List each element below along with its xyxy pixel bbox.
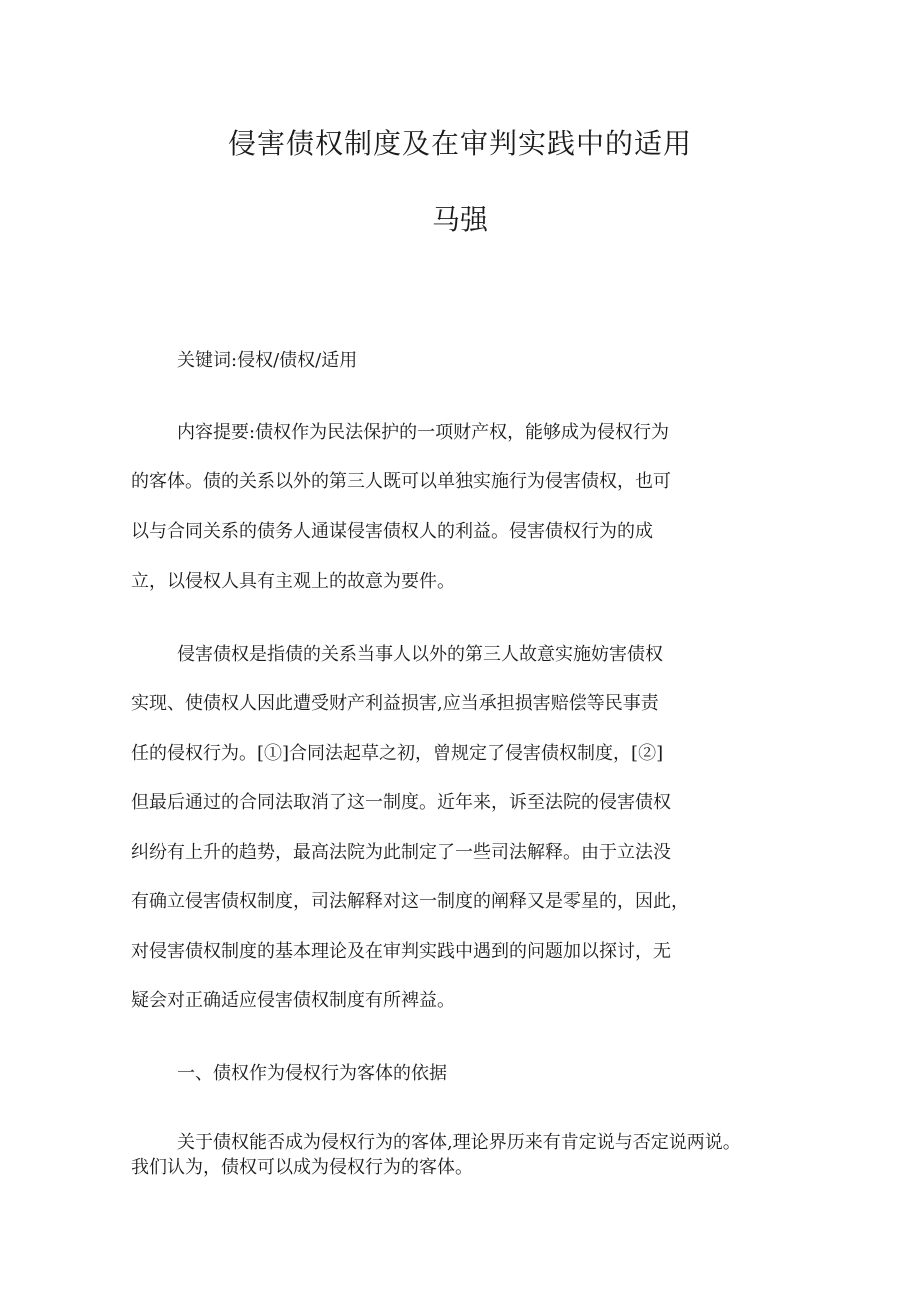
- abstract-line: 内容提要:债权作为民法保护的一项财产权，能够成为侵权行为: [177, 422, 670, 443]
- document-title: 侵害债权制度及在审判实践中的适用: [227, 127, 692, 160]
- abstract-line: 立，以侵权人具有主观上的故意为要件。: [131, 571, 455, 592]
- intro-line: 但最后通过的合同法取消了这一制度。近年来，诉至法院的侵害债权: [131, 792, 671, 813]
- intro-line: 有确立侵害债权制度，司法解释对这一制度的阐释又是零星的，因此，: [131, 891, 689, 912]
- section-heading: 一、债权作为侵权行为客体的依据: [177, 1063, 447, 1084]
- intro-line: 对侵害债权制度的基本理论及在审判实践中遇到的问题加以探讨，无: [131, 941, 671, 962]
- intro-line: 实现、使债权人因此遭受财产利益损害,应当承担损害赔偿等民事责: [131, 693, 659, 714]
- intro-line: 纠纷有上升的趋势，最高法院为此制定了一些司法解释。由于立法没: [131, 842, 671, 863]
- keywords-line: 关键词:侵权/债权/适用: [177, 350, 358, 371]
- abstract-line: 以与合同关系的债务人通谋侵害债权人的利益。侵害债权行为的成: [131, 521, 653, 542]
- section-line: 我们认为，债权可以成为侵权行为的客体。: [131, 1157, 473, 1178]
- intro-line: 侵害债权是指债的关系当事人以外的第三人故意实施妨害债权: [177, 644, 663, 665]
- document-author: 马强: [431, 203, 488, 236]
- intro-line: 疑会对正确适应侵害债权制度有所裨益。: [131, 990, 455, 1011]
- intro-line: 任的侵权行为。[①]合同法起草之初，曾规定了侵害债权制度，[②]: [131, 743, 664, 764]
- abstract-line: 的客体。债的关系以外的第三人既可以单独实施行为侵害债权，也可: [131, 471, 671, 492]
- section-line: 关于债权能否成为侵权行为的客体,理论界历来有肯定说与否定说两说。: [177, 1132, 741, 1153]
